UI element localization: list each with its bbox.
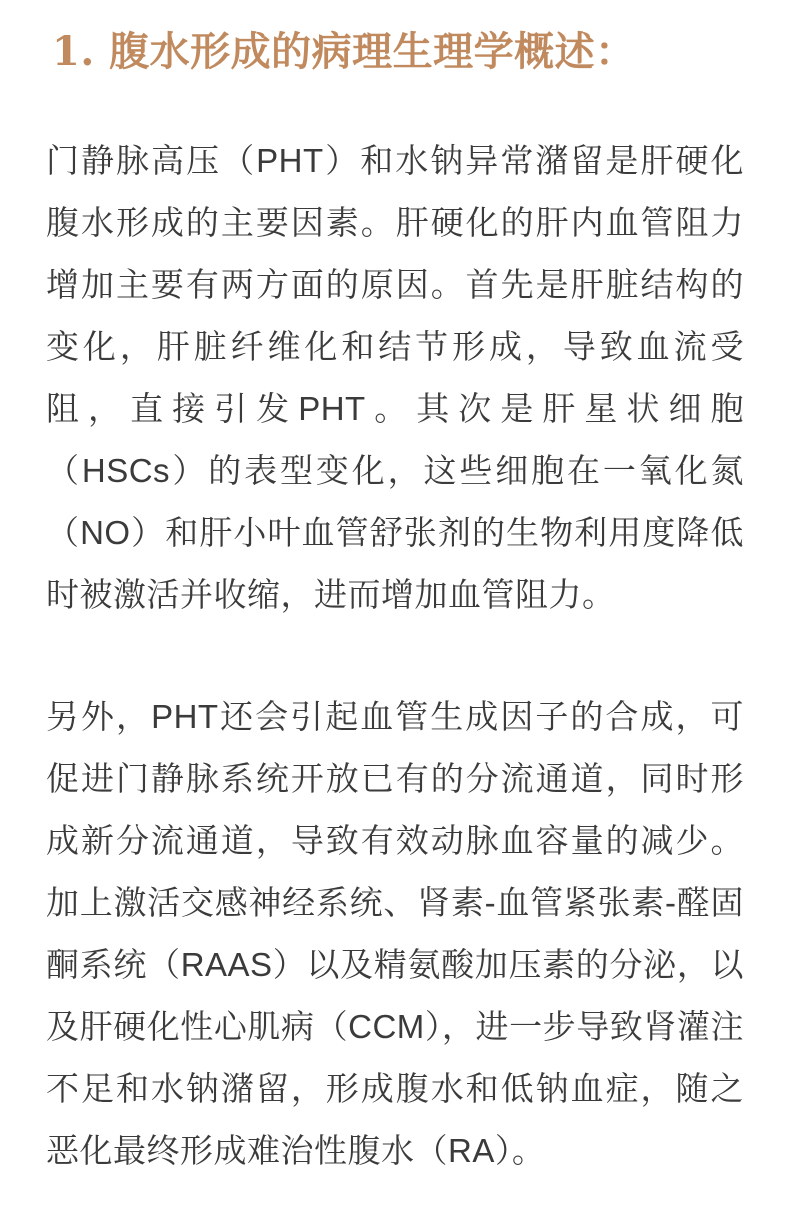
paragraph-pht-pathophysiology: 门静脉高压（PHT）和水钠异常潴留是肝硬化腹水形成的主要因素。肝硬化的肝内血管阻力增加主要有两方面的原因。首先是肝脏结构的变化，肝脏纤维化和结节形成，导致血流受阻，直接引发PHT。其次是肝星状细胞（HSCs）的表型变化，这些细胞在一氧化氮（NO）和肝小叶血管舒张剂的生物利用度降低时被激活并收缩，进而增加血管阻力。 [46,142,744,613]
article-body [46,130,744,1182]
paragraph-pht-consequences: 另外，PHT还会引起血管生成因子的合成，可促进门静脉系统开放已有的分流通道，同时形成新分流通道，导致有效动脉血容量的减少。加上激活交感神经系统、肾素-血管紧张素-醛固酮系统（RAAS）以及精氨酸加压素的分泌，以及肝硬化性心肌病（CCM），进一步导致肾灌注不足和水钠潴留，形成腹水和低钠血症，随之恶化最终形成难治性腹水（RA）。 [46,698,744,1169]
section-title: 1. 腹水形成的病理生理学概述： [52,28,636,75]
